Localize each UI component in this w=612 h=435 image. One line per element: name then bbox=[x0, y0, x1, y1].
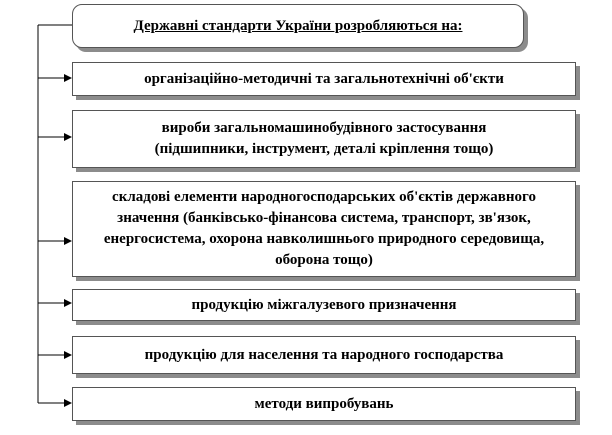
standard-item-label: організаційно-методичні та загальнотехнічні об'єкти bbox=[144, 70, 504, 87]
standard-item-6 bbox=[72, 387, 576, 421]
connector-arrow-5 bbox=[38, 351, 72, 359]
title-text: Державні стандарти України розробляються на: bbox=[133, 17, 463, 34]
standard-item-1 bbox=[72, 62, 576, 96]
standard-item-label: продукцію для населення та народного господарства bbox=[144, 346, 504, 363]
connector-arrow-6 bbox=[38, 399, 72, 407]
standard-item-5 bbox=[72, 336, 576, 374]
standard-item-3 bbox=[72, 181, 576, 277]
standard-item-label: складові елементи народногосподарських об'єктів державного значення (банківсько-фінансова система, транспорт, зв'язок, енергосистема, охорона навколишнього природного середовища, оборона тощо) bbox=[103, 189, 545, 268]
connector-arrow-2 bbox=[38, 133, 72, 141]
standard-item-4 bbox=[72, 289, 576, 321]
connector-arrow-3 bbox=[38, 237, 72, 245]
standard-item-label: методи випробувань bbox=[254, 395, 394, 412]
standard-item-2 bbox=[72, 110, 576, 168]
standard-item-label: вироби загальномашинобудівного застосування (підшипники, інструмент, деталі кріплення тощо) bbox=[154, 120, 494, 157]
connector-arrow-4 bbox=[38, 299, 72, 307]
standard-item-label: продукцію міжгалузевого призначення bbox=[191, 296, 457, 313]
title-box bbox=[72, 4, 524, 48]
connector-arrow-1 bbox=[38, 74, 72, 82]
